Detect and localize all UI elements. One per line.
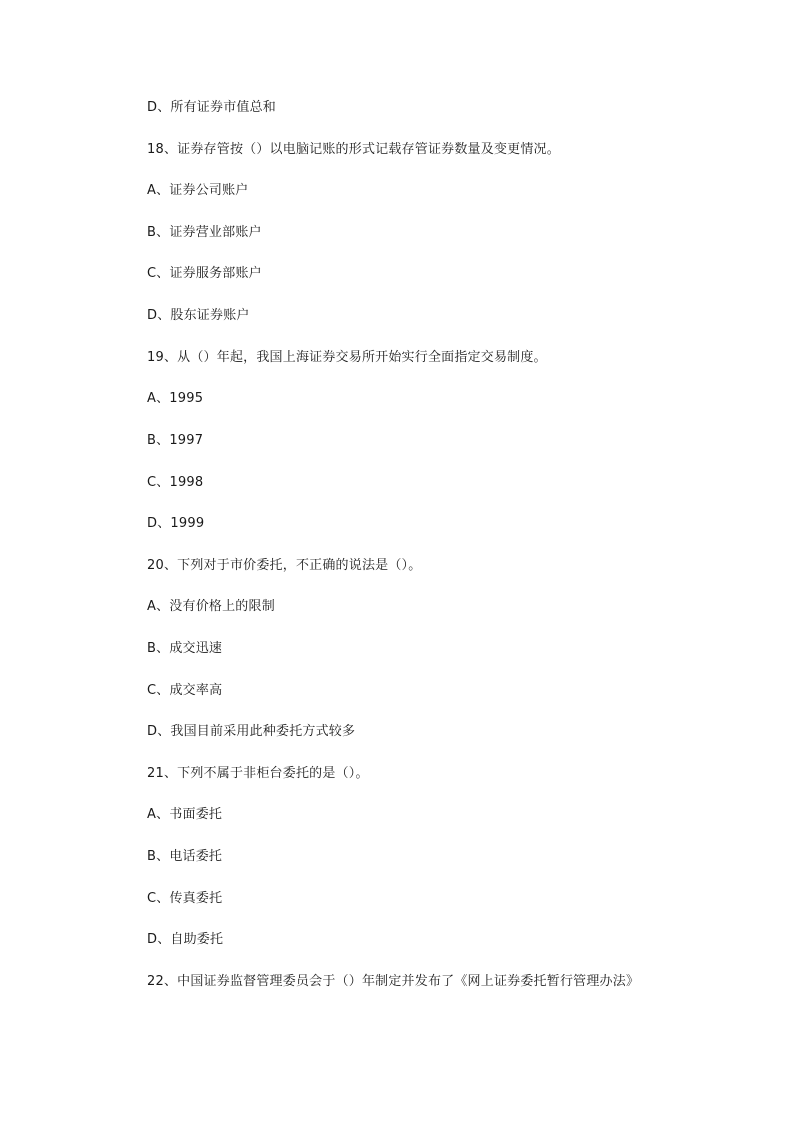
option-19-c: C、1998 xyxy=(147,475,204,490)
option-21-a: A、书面委托 xyxy=(147,807,223,822)
option-19-a: A、1995 xyxy=(147,391,204,406)
question-19: 19、从（）年起，我国上海证券交易所开始实行全面指定交易制度。 xyxy=(147,350,547,365)
question-18: 18、证券存管按（）以电脑记账的形式记载存管证券数量及变更情况。 xyxy=(147,142,560,157)
option-18-b: B、证券营业部账户 xyxy=(147,225,262,240)
question-20: 20、下列对于市价委托，不正确的说法是（）。 xyxy=(147,558,422,573)
option-21-c: C、传真委托 xyxy=(147,891,223,906)
option-19-d: D、1999 xyxy=(147,516,205,531)
option-21-d: D、自助委托 xyxy=(147,932,224,947)
option-19-b: B、1997 xyxy=(147,433,204,448)
option-21-b: B、电话委托 xyxy=(147,849,223,864)
option-18-a: A、证券公司账户 xyxy=(147,183,249,198)
option-17-d: D、所有证券市值总和 xyxy=(147,100,277,115)
option-20-d: D、我国目前采用此种委托方式较多 xyxy=(147,724,356,739)
option-20-a: A、没有价格上的限制 xyxy=(147,599,275,614)
option-18-d: D、股东证券账户 xyxy=(147,308,250,323)
option-20-c: C、成交率高 xyxy=(147,683,223,698)
option-20-b: B、成交迅速 xyxy=(147,641,223,656)
option-18-c: C、证券服务部账户 xyxy=(147,266,262,281)
question-21: 21、下列不属于非柜台委托的是（）。 xyxy=(147,766,369,781)
question-22: 22、中国证券监督管理委员会于（）年制定并发布了《网上证券委托暂行管理办法》 xyxy=(147,974,640,989)
